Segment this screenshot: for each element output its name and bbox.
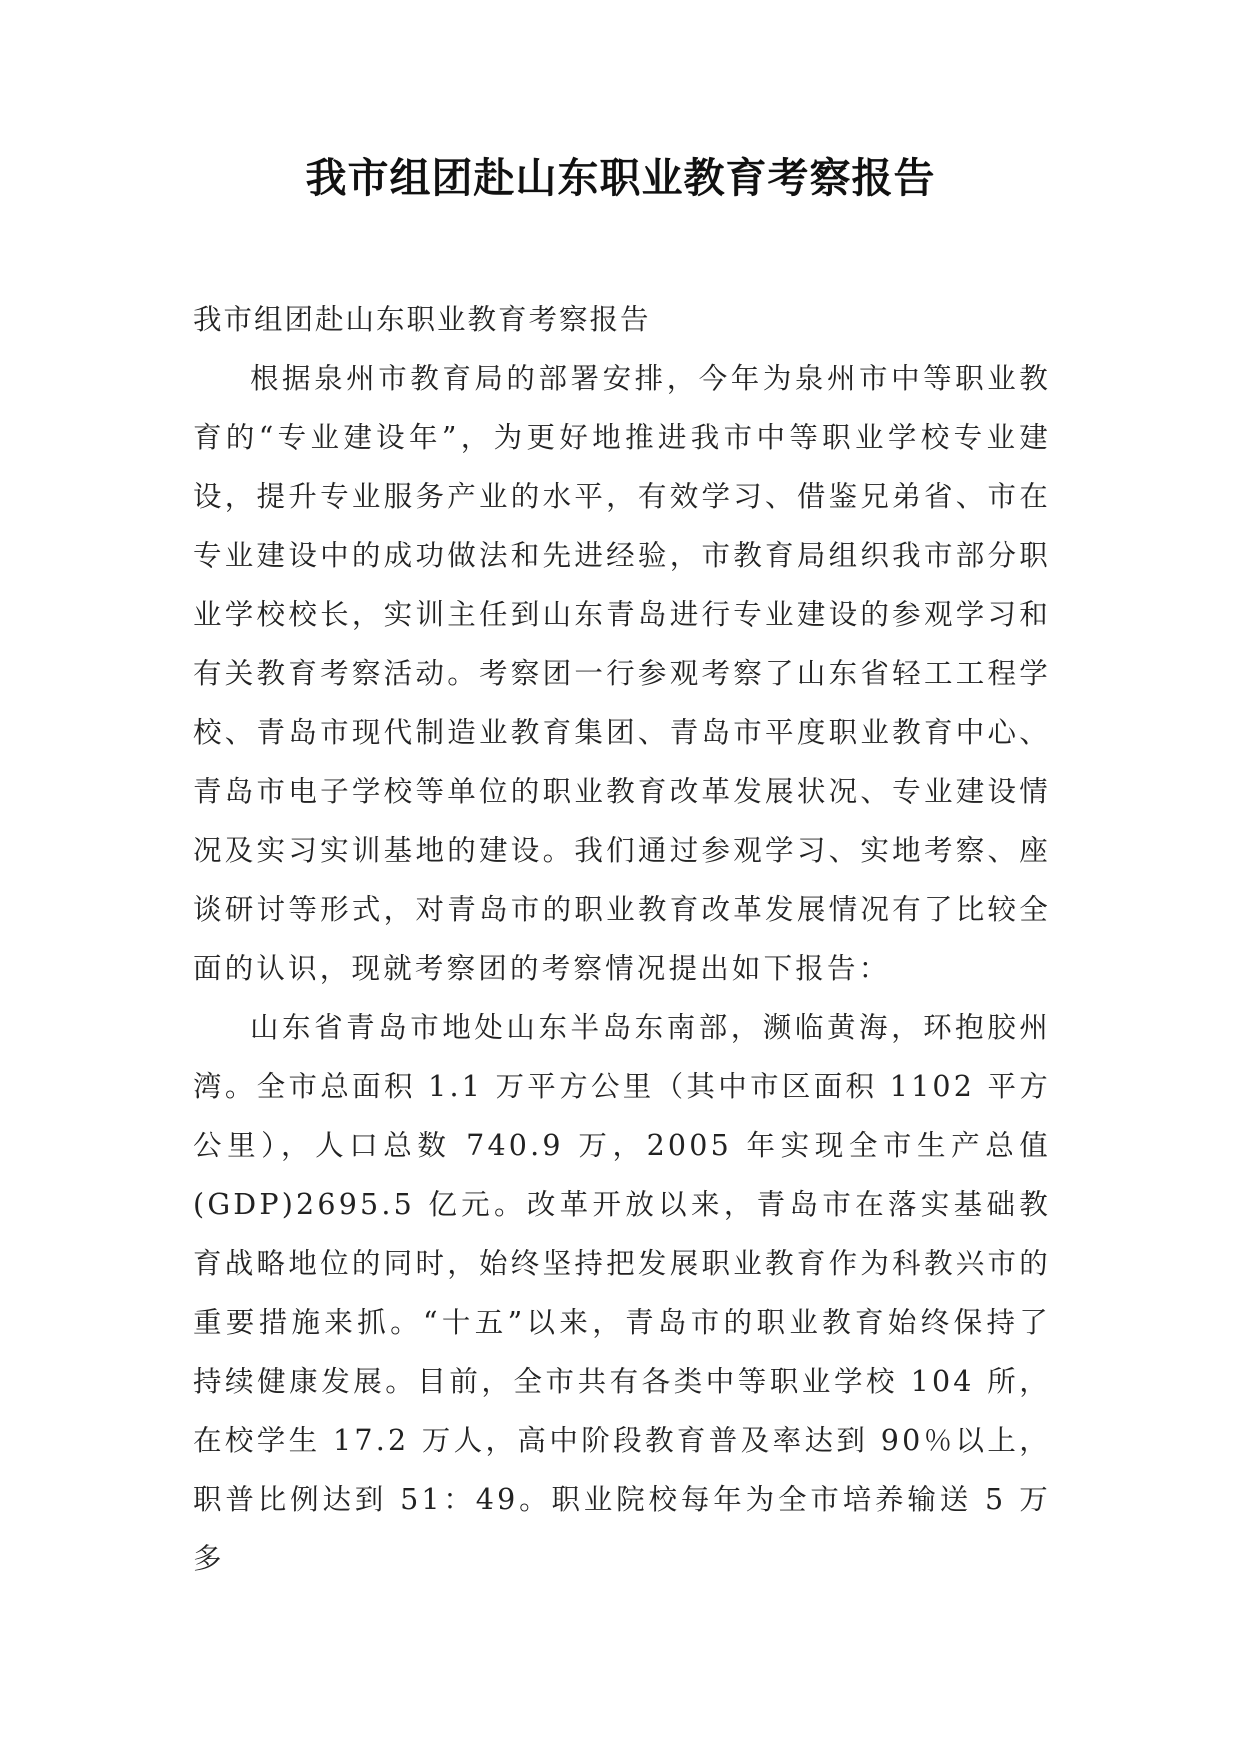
paragraph-intro: 根据泉州市教育局的部署安排，今年为泉州市中等职业教育的“专业建设年”，为更好地推进我市中等职业学校专业建设，提升专业服务产业的水平，有效学习、借鉴兄弟省、市在专业建设中的成功做法和先进经验，市教育局组织我市部分职业学校校长，实训主任到山东青岛进行专业建设的参观学习和有关教育考察活动。考察团一行参观考察了山东省轻工工程学校、青岛市现代制造业教育集团、青岛市平度职业教育中心、青岛市电子学校等单位的职业教育改革发展状况、专业建设情况及实习实训基地的建设。我们通过参观学习、实地考察、座谈研讨等形式，对青岛市的职业教育改革发展情况有了比较全面的认识，现就考察团的考察情况提出如下报告： (193, 362, 1051, 985)
paragraph-qingdao: 山东省青岛市地处山东半岛东南部，濒临黄海，环抱胶州湾。全市总面积 1.1 万平方公里（其中市区面积 1102 平方公里），人口总数 740.9 万，2005 年实现全市生产总值(GDP)2695.5 亿元。改革开放以来，青岛市在落实基础教育战略地位的同时，始终坚持把发展职业教育作为科教兴市的重要措施来抓。“十五”以来，青岛市的职业教育始终保持了持续健康发展。目前，全市共有各类中等职业学校 104 所，在校学生 17.2 万人，高中阶段教育普及率达到 90％以上，职普比例达到 51：49。职业院校每年为全市培养输送 5 万多 (193, 1011, 1051, 1575)
document-subtitle: 我市组团赴山东职业教育考察报告 (193, 303, 651, 336)
document-body (193, 290, 1051, 1588)
document-title: 我市组团赴山东职业教育考察报告 (305, 154, 936, 202)
